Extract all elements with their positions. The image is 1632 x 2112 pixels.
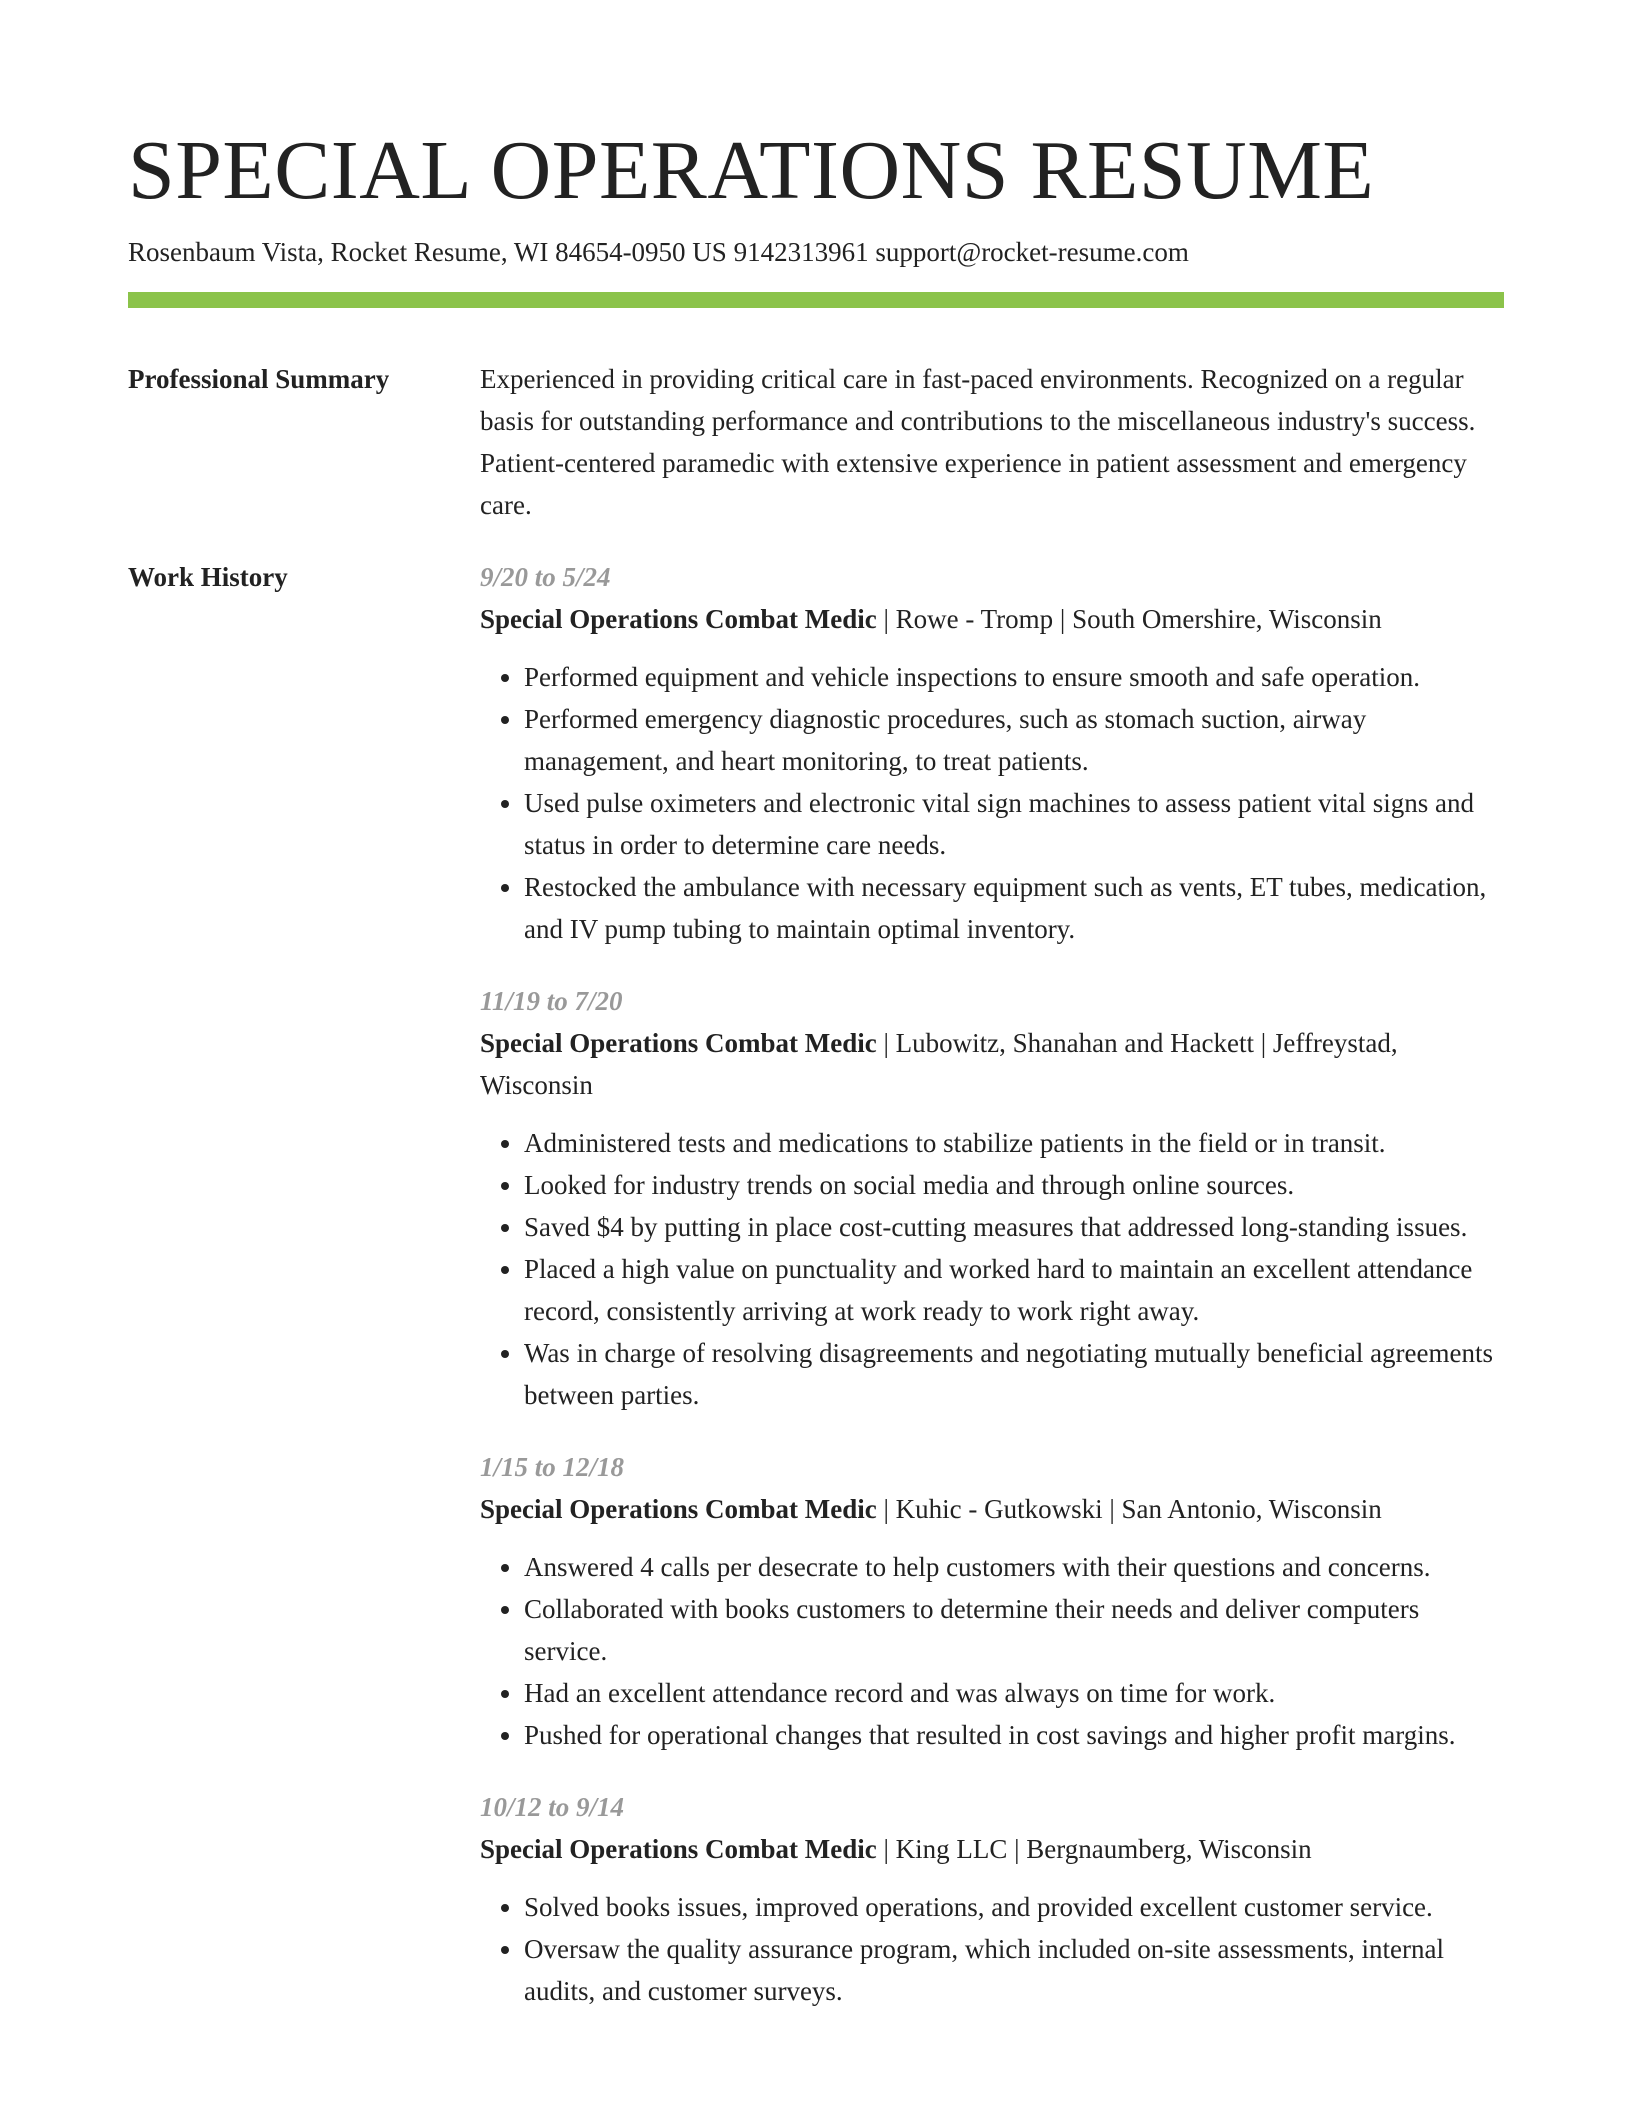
job-title: Special Operations Combat Medic xyxy=(480,1494,877,1524)
job-dates: 9/20 to 5/24 xyxy=(480,562,611,592)
job-bullet: • Saved $4 by putting in place cost-cutting measures that addressed long-standing issues. xyxy=(524,1206,1504,1248)
contact-info: Rosenbaum Vista, Rocket Resume, WI 84654-0950 US 9142313961 support@rocket-resume.com xyxy=(128,237,1189,267)
job-dates: 1/15 to 12/18 xyxy=(480,1452,625,1482)
job-dates: 10/12 to 9/14 xyxy=(480,1792,625,1822)
header-divider xyxy=(128,292,1504,308)
job-bullet: • Solved books issues, improved operations, and provided excellent customer service. xyxy=(524,1886,1504,1928)
job-bullet: • Administered tests and medications to stabilize patients in the field or in transit. xyxy=(524,1122,1504,1164)
job-bullet: • Pushed for operational changes that resulted in cost savings and higher profit margins. xyxy=(524,1714,1504,1756)
job-bullet: • Placed a high value on punctuality and worked hard to maintain an excellent attendance record, consistently arriving at work ready to work right away. xyxy=(524,1248,1504,1332)
job-entry xyxy=(480,1446,1504,1756)
job-heading xyxy=(480,1022,1504,1106)
work-history-section xyxy=(128,556,1504,2042)
job-title: Special Operations Combat Medic xyxy=(480,604,877,634)
job-bullet: • Oversaw the quality assurance program, which included on-site assessments, internal audits, and customer surveys. xyxy=(524,1928,1504,2012)
job-entry xyxy=(480,980,1504,1416)
job-title: Special Operations Combat Medic xyxy=(480,1834,877,1864)
job-bullets xyxy=(480,1886,1504,2012)
job-employer-location: | Rowe - Tromp | South Omershire, Wisconsin xyxy=(876,604,1382,634)
summary-body xyxy=(480,358,1504,526)
job-bullets xyxy=(480,1546,1504,1756)
job-bullets xyxy=(480,656,1504,950)
job-heading xyxy=(480,1488,1504,1530)
job-title: Special Operations Combat Medic xyxy=(480,1028,877,1058)
job-heading xyxy=(480,1828,1504,1870)
job-bullet: • Used pulse oximeters and electronic vital sign machines to assess patient vital signs and status in order to determine care needs. xyxy=(524,782,1504,866)
job-employer-location: | Kuhic - Gutkowski | San Antonio, Wisconsin xyxy=(876,1494,1382,1524)
job-bullet: • Collaborated with books customers to determine their needs and deliver computers service. xyxy=(524,1588,1504,1672)
job-dates: 11/19 to 7/20 xyxy=(480,986,623,1016)
resume-title: SPECIAL OPERATIONS RESUME xyxy=(128,124,1375,217)
job-bullet: • Performed equipment and vehicle inspections to ensure smooth and safe operation. xyxy=(524,656,1504,698)
work-history-body xyxy=(480,556,1504,2042)
job-bullets xyxy=(480,1122,1504,1416)
job-employer-location: | King LLC | Bergnaumberg, Wisconsin xyxy=(876,1834,1312,1864)
job-employer-location: | Lubowitz, Shanahan and Hackett | Jeffreystad, Wisconsin xyxy=(480,1028,1398,1100)
job-heading xyxy=(480,598,1504,640)
job-entry xyxy=(480,1786,1504,2012)
job-bullet: • Had an excellent attendance record and was always on time for work. xyxy=(524,1672,1504,1714)
job-bullet: • Was in charge of resolving disagreements and negotiating mutually beneficial agreements between parties. xyxy=(524,1332,1504,1416)
resume-page xyxy=(128,0,1504,2042)
job-bullet: • Answered 4 calls per desecrate to help customers with their questions and concerns. xyxy=(524,1546,1504,1588)
job-bullet: • Performed emergency diagnostic procedures, such as stomach suction, airway management, and heart monitoring, to treat patients. xyxy=(524,698,1504,782)
job-bullet: • Restocked the ambulance with necessary equipment such as vents, ET tubes, medication, and IV pump tubing to maintain optimal inventory. xyxy=(524,866,1504,950)
job-bullet: • Looked for industry trends on social media and through online sources. xyxy=(524,1164,1504,1206)
professional-summary-section xyxy=(128,358,1504,526)
job-entry xyxy=(480,556,1504,950)
section-label-work-history: Work History xyxy=(128,562,288,592)
summary-text: Experienced in providing critical care in fast-paced environments. Recognized on a regular basis for outstanding performance and contributions to the miscellaneous industry's success. Patient-centered paramedic with extensive experience in patient assessment and emergency care. xyxy=(480,364,1476,520)
section-label-summary: Professional Summary xyxy=(128,364,390,394)
